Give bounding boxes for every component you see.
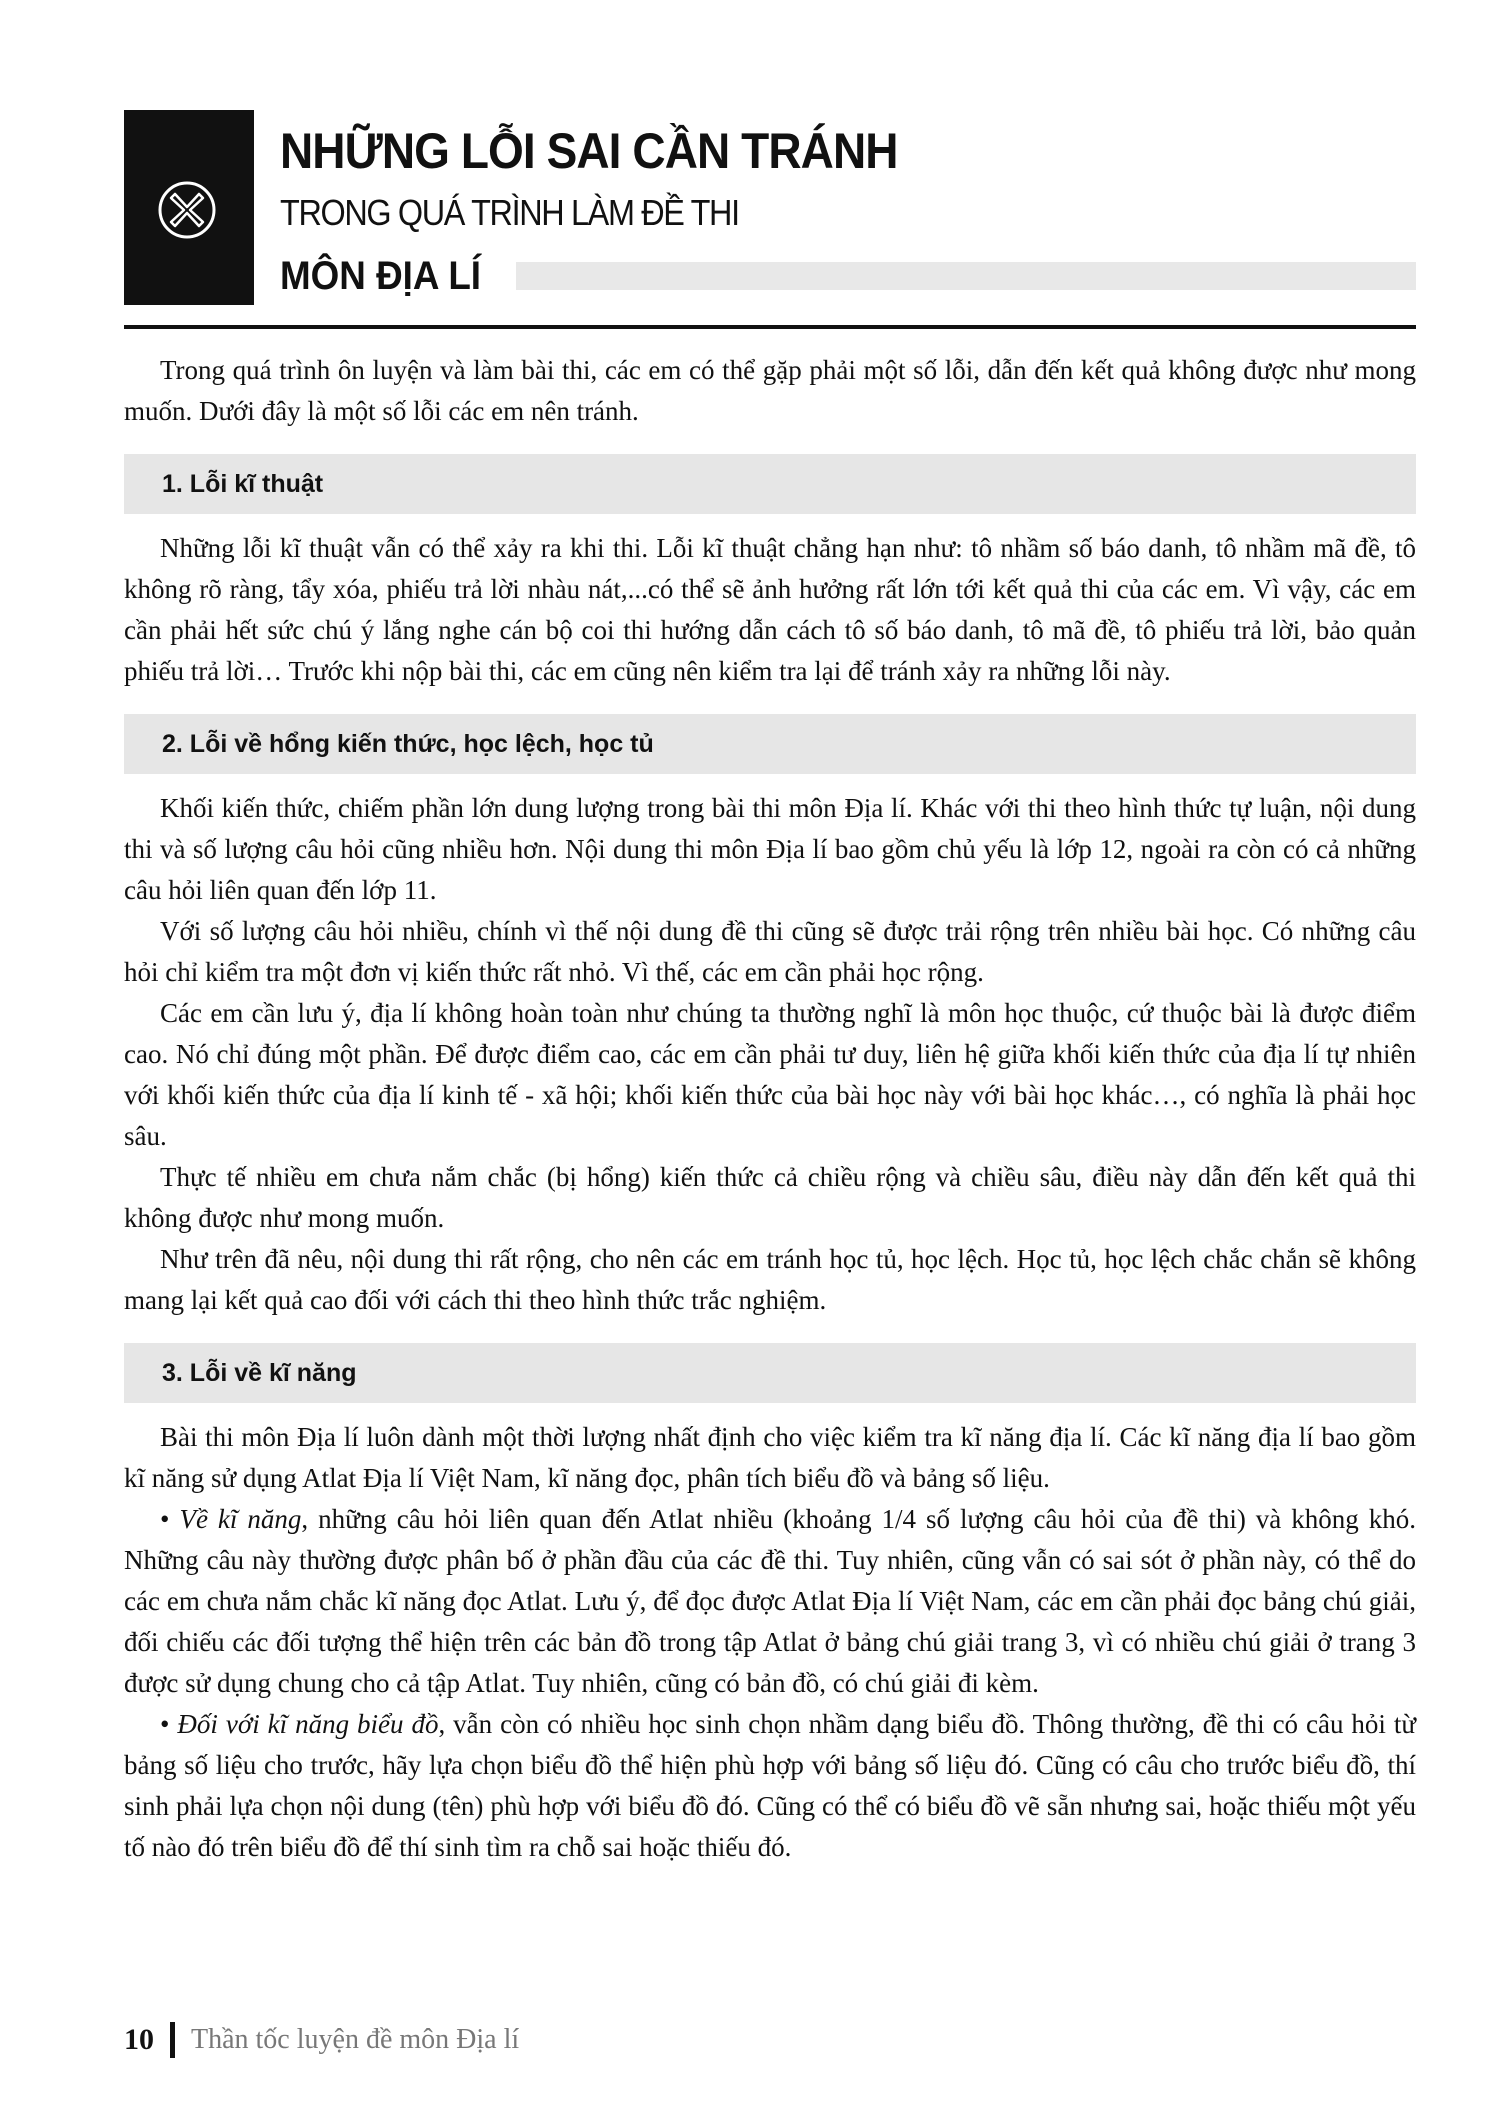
page-title: NHỮNG LỖI SAI CẦN TRÁNH <box>280 123 898 179</box>
paragraph: Những lỗi kĩ thuật vẫn có thể xảy ra khi thi. Lỗi kĩ thuật chẳng hạn như: tô nhầm số báo danh, tô nhầm mã đề, tô không rõ ràng, tẩy xóa, phiếu trả lời nhàu nát,...có thể sẽ ảnh hưởng rất lớn tới kết quả thi của các em. Vì vậy, các em cần phải hết sức chú ý lắng nghe cán bộ coi thi hướng dẫn cách tô số báo danh, tô mã đề, tô phiếu trả lời, bảo quản phiếu trả lời… Trước khi nộp bài thi, các em cũng nên kiểm tra lại để tránh xảy ra những lỗi này. <box>124 533 1416 686</box>
section-heading: 1. Lỗi kĩ thuật <box>124 454 1416 514</box>
subject-title: MÔN ĐỊA LÍ <box>280 254 482 298</box>
page-subtitle: TRONG QUÁ TRÌNH LÀM ĐỀ THI <box>280 192 739 233</box>
bullet-paragraph <box>124 1704 1416 1868</box>
book-title: Thần tốc luyện đề môn Địa lí <box>191 2024 520 2055</box>
header-divider <box>124 325 1416 329</box>
title-accent-bar <box>516 262 1416 290</box>
bullet-lead: Đối với kĩ năng biểu đồ <box>177 1709 439 1739</box>
paragraph: Như trên đã nêu, nội dung thi rất rộng, cho nên các em tránh học tủ, học lệch. Học tủ, học lệch chắc chắn sẽ không mang lại kết quả cao đối với cách thi theo hình thức trắc nghiệm. <box>124 1244 1416 1315</box>
section-heading: 3. Lỗi về kĩ năng <box>124 1343 1416 1403</box>
bullet-text: , những câu hỏi liên quan đến Atlat nhiều (khoảng 1/4 số lượng câu hỏi của đề thi) và không khó. Những câu này thường được phân bố ở phần đầu của các đề thi. Tuy nhiên, cũng vẫn có sai sót ở phần này, có thể do các em chưa nắm chắc kĩ năng đọc Atlat. Lưu ý, để đọc được Atlat Địa lí Việt Nam, các em cần phải đọc bảng chú giải, đối chiếu các đối tượng thể hiện trên các bản đồ trong tập Atlat ở bảng chú giải trang 3, vì có nhiều chú giải ở trang 3 được sử dụng chung cho cả tập Atlat. Tuy nhiên, cũng có bản đồ, có chú giải đi kèm. <box>124 1504 1417 1698</box>
paragraph: Với số lượng câu hỏi nhiều, chính vì thế nội dung đề thi cũng sẽ được trải rộng trên nhiều bài học. Có những câu hỏi chỉ kiểm tra một đơn vị kiến thức rất nhỏ. Vì thế, các em cần phải học rộng. <box>124 916 1416 987</box>
section-heading: 2. Lỗi về hổng kiến thức, học lệch, học tủ <box>124 714 1416 774</box>
page-number: 10 <box>124 2023 154 2056</box>
main-content <box>124 350 1416 1868</box>
footer-divider <box>170 2022 175 2058</box>
x-circle-icon <box>157 180 217 240</box>
bullet-paragraph <box>124 1499 1416 1704</box>
bullet: • <box>160 1709 178 1739</box>
bullet-lead: Về kĩ năng <box>179 1504 302 1534</box>
page-footer <box>124 2022 519 2058</box>
intro-paragraph: Trong quá trình ôn luyện và làm bài thi, các em có thể gặp phải một số lỗi, dẫn đến kết quả không được như mong muốn. Dưới đây là một số lỗi các em nên tránh. <box>124 355 1416 426</box>
bullet: • <box>160 1504 180 1534</box>
paragraph: Khối kiến thức, chiếm phần lớn dung lượng trong bài thi môn Địa lí. Khác với thi theo hình thức tự luận, nội dung thi và số lượng câu hỏi cũng nhiều hơn. Nội dung thi môn Địa lí bao gồm chủ yếu là lớp 12, ngoài ra còn có cả những câu hỏi liên quan đến lớp 11. <box>124 793 1416 905</box>
paragraph: Các em cần lưu ý, địa lí không hoàn toàn như chúng ta thường nghĩ là môn học thuộc, cứ thuộc bài là được điểm cao. Nó chỉ đúng một phần. Để được điểm cao, các em cần phải tư duy, liên hệ giữa khối kiến thức của địa lí tự nhiên với khối kiến thức của địa lí kinh tế - xã hội; khối kiến thức của bài học này với bài học khác…, có nghĩa là phải học sâu. <box>124 998 1416 1151</box>
paragraph: Thực tế nhiều em chưa nắm chắc (bị hổng) kiến thức cả chiều rộng và chiều sâu, điều này dẫn đến kết quả thi không được như mong muốn. <box>124 1162 1416 1233</box>
paragraph: Bài thi môn Địa lí luôn dành một thời lượng nhất định cho việc kiểm tra kĩ năng địa lí. Các kĩ năng địa lí bao gồm kĩ năng sử dụng Atlat Địa lí Việt Nam, kĩ năng đọc, phân tích biểu đồ và bảng số liệu. <box>124 1422 1416 1493</box>
bullet-text: , vẫn còn có nhiều học sinh chọn nhầm dạng biểu đồ. Thông thường, đề thi có câu hỏi từ bảng số liệu cho trước, hãy lựa chọn biểu đồ thể hiện phù hợp với bảng số liệu đó. Cũng có câu cho trước biểu đồ, thí sinh phải lựa chọn nội dung (tên) phù hợp với biểu đồ đó. Cũng có thể có biểu đồ vẽ sẵn nhưng sai, hoặc thiếu một yếu tố nào đó trên biểu đồ để thí sinh tìm ra chỗ sai hoặc thiếu đó. <box>124 1709 1416 1862</box>
